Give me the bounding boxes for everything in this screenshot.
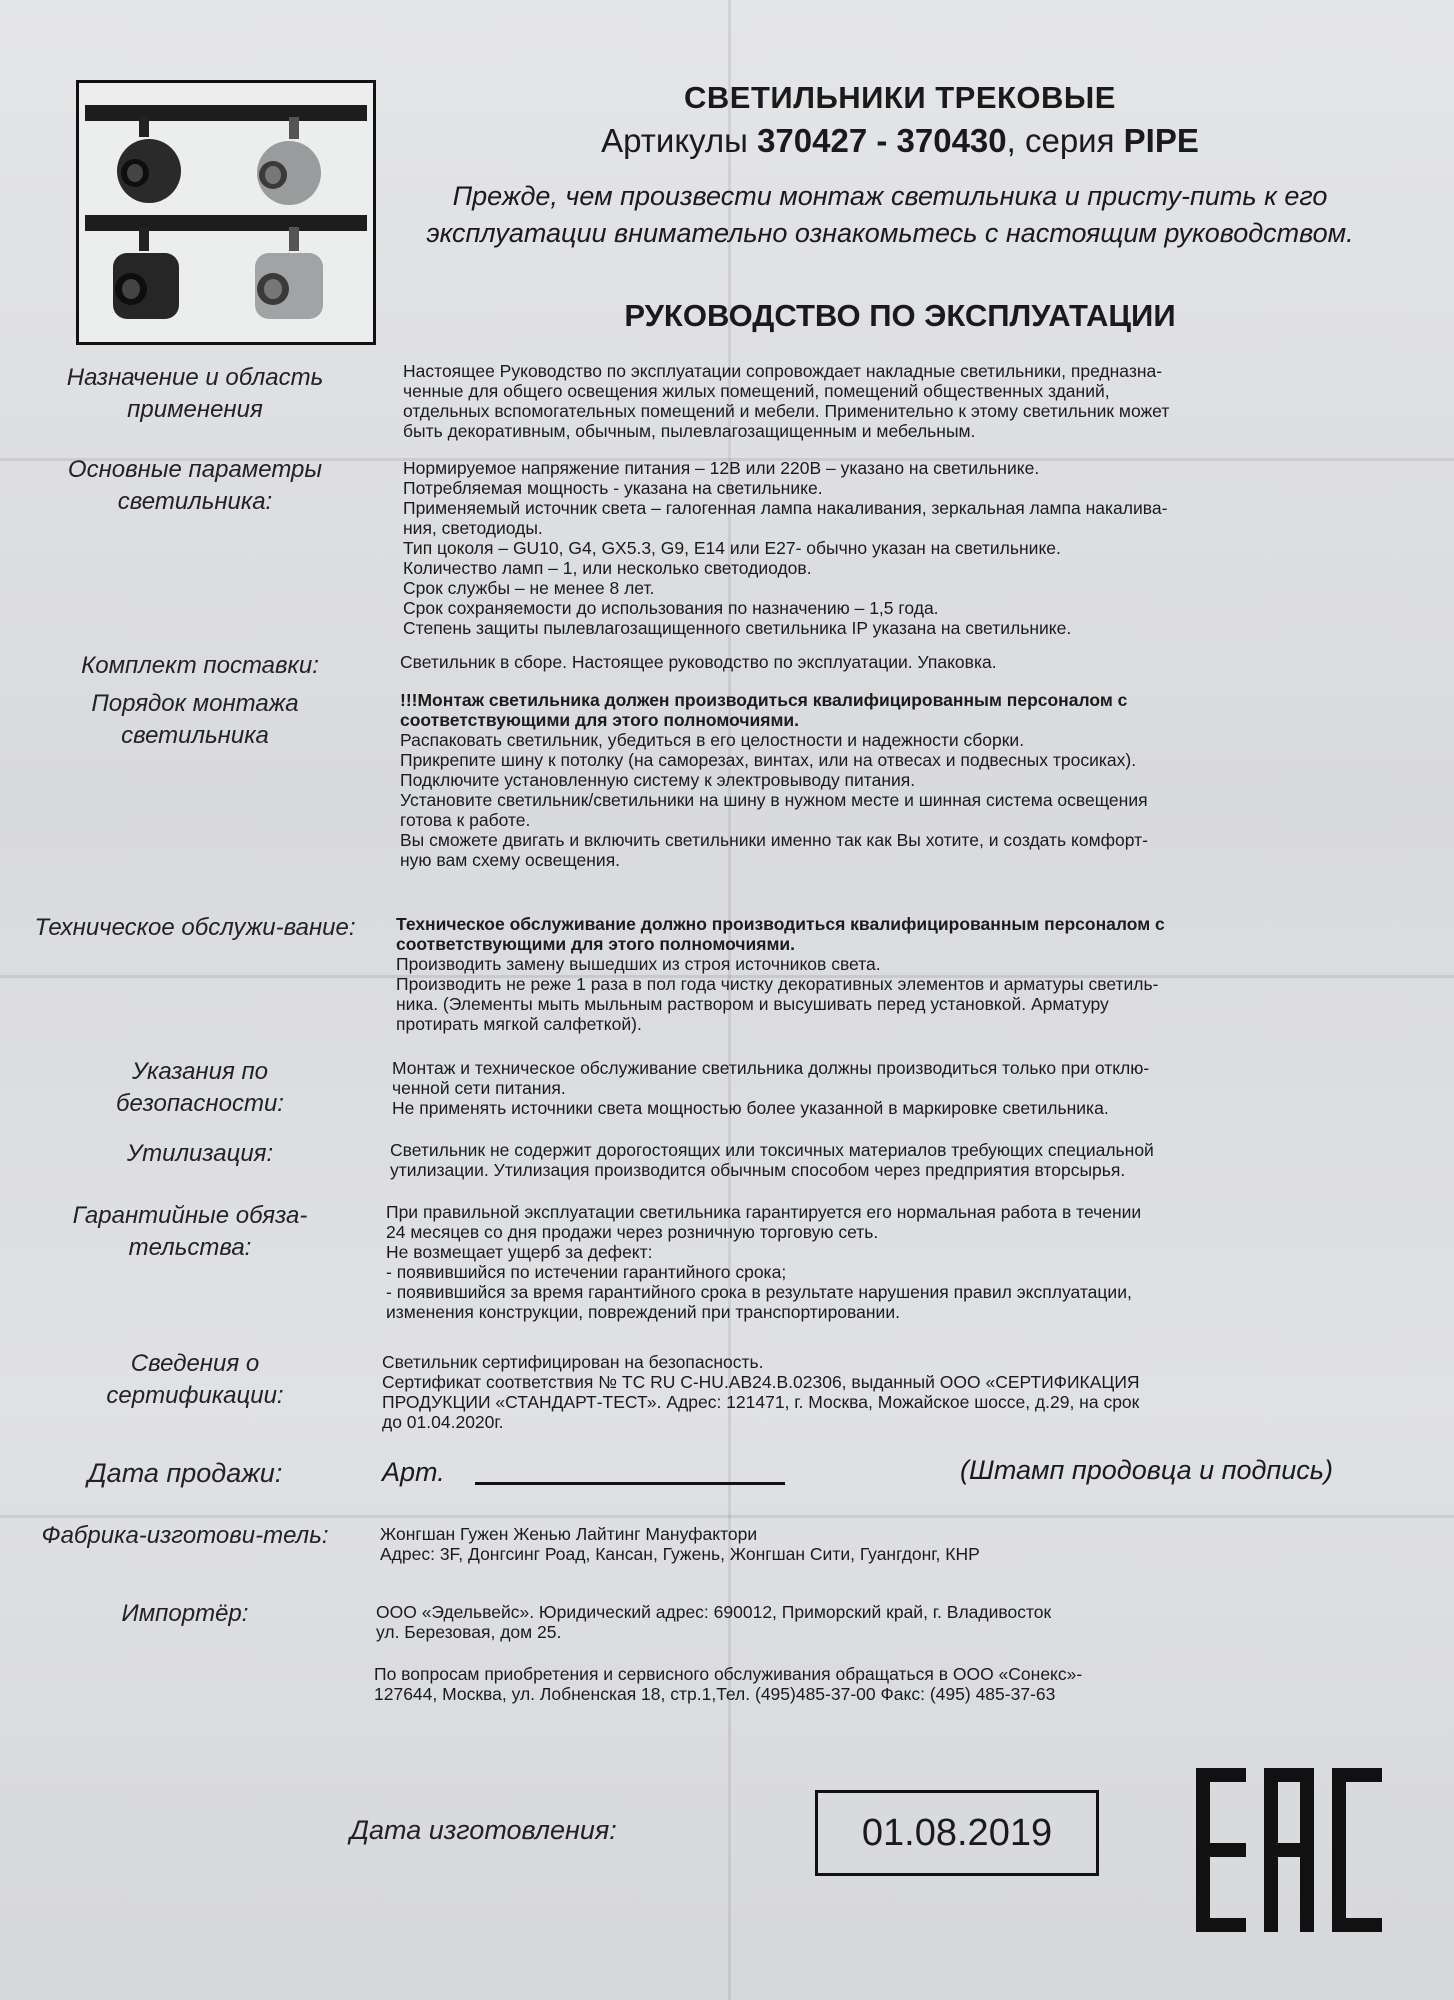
text-line: утилизации. Утилизация производится обычным способом через предприятия вторсырья. [390,1160,1126,1180]
section-content [403,361,1403,441]
text-line: Монтаж и техническое обслуживание светильника должны производиться только при отклю- [392,1058,1150,1078]
lamp-image-silver-square [239,223,359,333]
section-content [392,1058,1412,1118]
section-label: Указания по безопасности: [116,1058,284,1117]
text-line: По вопросам приобретения и сервисного обслуживания обращаться в ООО «Сонекс»- [374,1664,1083,1684]
text-line: !!!Монтаж светильника должен производиться квалифицированным персоналом с [400,690,1128,710]
text-line: Подключите установленную систему к электровыводу питания. [400,770,916,790]
text-line: 127644, Москва, ул. Лобненская 18, стр.1,Тел. (495)485-37-00 Факс: (495) 485-37-63 [374,1684,1056,1704]
text-line: до 01.04.2020г. [382,1412,504,1432]
text-line: Нормируемое напряжение питания – 12В или 220В – указано на светильнике. [403,458,1040,478]
section-content [390,1140,1420,1180]
text-line: соответствующими для этого полномочиями. [396,934,796,954]
text-line: Производить не реже 1 раза в пол года чистку декоративных элементов и арматуры светиль- [396,974,1159,994]
text-line: Применяемый источник света – галогенная лампа накаливания, зеркальная лампа накалива- [403,498,1168,518]
text-line: Тип цоколя – GU10, G4, GX5.3, G9, E14 или E27- обычно указан на светильнике. [403,538,1061,558]
text-line: Количество ламп – 1, или несколько светодиодов. [403,558,812,578]
eac-mark-icon [1196,1768,1382,1932]
sale-article-line [475,1482,785,1485]
product-photo [76,80,376,345]
sale-article-prefix: Арт. [382,1457,445,1487]
text-line: Светильник в сборе. Настоящее руководство по эксплуатации. Упаковка. [400,652,997,672]
text-line: быть декоративным, обычным, пылевлагозащищенным и мебельным. [403,421,976,441]
stamp-signature-caption: (Штамп продовца и подпись) [960,1455,1333,1485]
section-label: Техническое обслужи-вание: [34,914,356,941]
text-line: Техническое обслуживание должно производиться квалифицированным персоналом с [396,914,1165,934]
text-line: Жонгшан Гужен Женью Лайтинг Мануфактори [380,1524,758,1544]
text-line: ченные для общего освещения жилых помещений, помещений общественных зданий, [403,381,1110,401]
manual-title: РУКОВОДСТВО ПО ЭКСПЛУАТАЦИИ [624,298,1176,333]
section-content [400,652,1400,672]
text-line: Не возмещает ущерб за дефект: [386,1242,653,1262]
articles-range: 370427 - 370430 [757,122,1007,159]
text-line: ченной сети питания. [392,1078,566,1098]
warning-text: Прежде, чем произвести монтаж светильника и присту-пить к его эксплуатации внимательно ознакомьтесь с настоящим руководством. [426,181,1354,248]
fold-line [0,1515,1454,1518]
manufacture-date-label: Дата изготовления: [350,1815,617,1845]
lamp-image-black [99,113,219,213]
section-label: Порядок монтажа светильника [91,690,299,749]
text-line: Потребляемая мощность - указана на светильнике. [403,478,823,498]
importer-content [376,1602,1426,1642]
text-line: Прикрепите шину к потолку (на саморезах, винтах, или на отвесах и подвесных тросиках). [400,750,1137,770]
text-line: ную вам схему освещения. [400,850,621,870]
lamp-image-black-square [99,223,219,333]
text-line: При правильной эксплуатации светильника гарантируется его нормальная работа в течении [386,1202,1142,1222]
text-line: ния, светодиоды. [403,518,543,538]
text-line: Настоящее Руководство по эксплуатации сопровождает накладные светильники, предназна- [403,361,1163,381]
factory-label: Фабрика-изготови-тель: [41,1522,329,1549]
document-title: СВЕТИЛЬНИКИ ТРЕКОВЫЕ [684,80,1116,115]
importer-label: Импортёр: [121,1600,249,1627]
text-line: 24 месяцев со дня продажи через розничную торговую сеть. [386,1222,879,1242]
text-line: Установите светильник/светильники на шину в нужном месте и шинная система освещения [400,790,1148,810]
section-content [386,1202,1416,1322]
service-contact [374,1664,1424,1704]
text-line: Срок службы – не менее 8 лет. [403,578,655,598]
text-line: Адрес: 3F, Донгсинг Роад, Кансан, Гужень, Жонгшан Сити, Гуангдонг, КНР [380,1544,980,1564]
text-line: Распаковать светильник, убедиться в его целостности и надежности сборки. [400,730,1025,750]
text-line: Производить замену вышедших из строя источников света. [396,954,881,974]
text-line: Вы сможете двигать и включить светильники именно так как Вы хотите, и создать комфорт- [400,830,1148,850]
section-label: Комплект поставки: [81,652,319,679]
text-line: Светильник не содержит дорогостоящих или токсичных материалов требующих специальной [390,1140,1154,1160]
text-line: ника. (Элементы мыть мыльным раствором и высушивать перед установкой. Арматуру [396,994,1109,1014]
text-line: - появившийся за время гарантийного срока в результате нарушения правил эксплуатации, [386,1282,1132,1302]
factory-content [380,1524,1420,1564]
section-content [382,1352,1422,1432]
text-line: изменения конструкции, повреждений при транспортировании. [386,1302,900,1322]
text-line: соответствующими для этого полномочиями. [400,710,800,730]
text-line: ПРОДУКЦИИ «СТАНДАРТ-ТЕСТ». Адрес: 121471, г. Москва, Можайское шоссе, д.29, на срок [382,1392,1140,1412]
section-content [403,458,1403,638]
manufacture-date: 01.08.2019 [815,1790,1099,1876]
text-line: готова к работе. [400,810,531,830]
sale-date-label: Дата продажи: [87,1458,283,1488]
article-line [400,122,1400,160]
series-prefix: , серия [1006,122,1124,159]
text-line: Срок сохраняемости до использования по назначению – 1,5 года. [403,598,939,618]
text-line: Степень защиты пылевлагозащищенного светильника IP указана на светильнике. [403,618,1072,638]
text-line: Сертификат соответствия № ТС RU C-HU.AB24.B.02306, выданный ООО «СЕРТИФИКАЦИЯ [382,1372,1140,1392]
text-line: ООО «Эдельвейс». Юридический адрес: 690012, Приморский край, г. Владивосток [376,1602,1052,1622]
text-line: отдельных вспомогательных помещений и мебели. Применительно к этому светильник может [403,401,1170,421]
series-name: PIPE [1123,122,1199,159]
section-label: Основные параметры светильника: [67,456,323,515]
lamp-image-silver [239,113,359,213]
text-line: протирать мягкой салфеткой). [396,1014,642,1034]
section-content [400,690,1410,870]
articles-prefix: Артикулы [601,122,758,159]
section-content [396,914,1416,1034]
text-line: Светильник сертифицирован на безопасность. [382,1352,764,1372]
section-label: Гарантийные обяза-тельства: [72,1202,308,1261]
text-line: Не применять источники света мощностью более указанной в маркировке светильника. [392,1098,1109,1118]
text-line: ул. Березовая, дом 25. [376,1622,562,1642]
section-label: Сведения о сертификации: [106,1350,284,1409]
text-line: - появившийся по истечении гарантийного срока; [386,1262,787,1282]
section-label: Утилизация: [126,1140,274,1167]
section-label: Назначение и область применения [66,364,324,423]
